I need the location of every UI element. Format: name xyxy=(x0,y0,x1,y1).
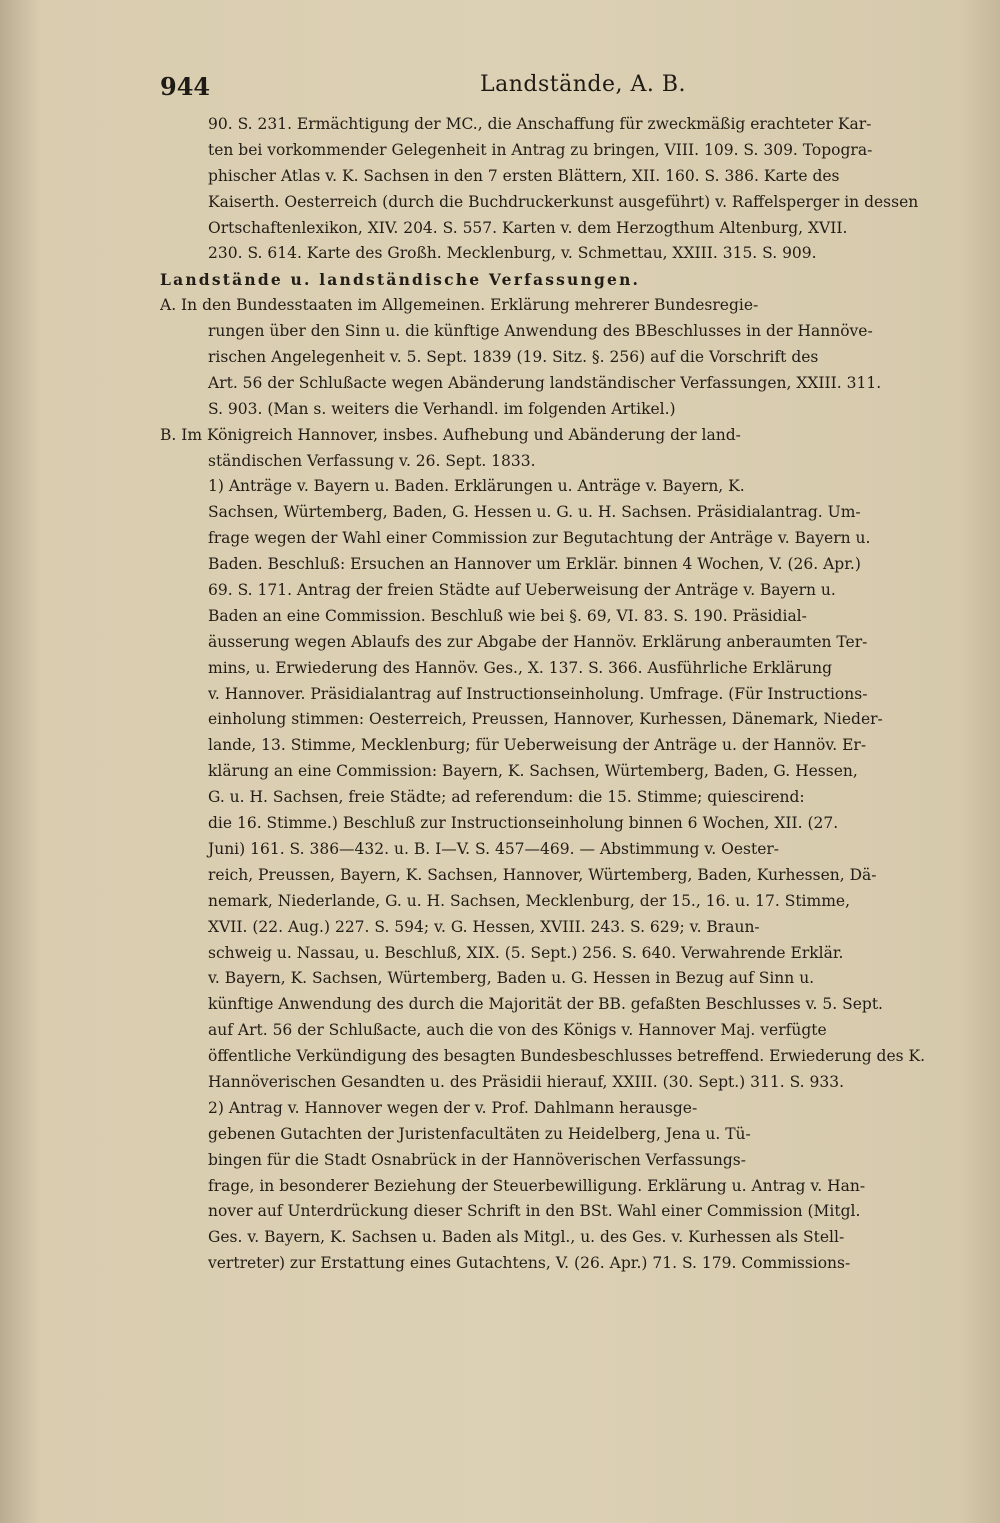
text-line: 2) Antrag v. Hannover wegen der v. Prof. Dahlmann herausge- xyxy=(208,1098,698,1117)
text-line: lande, 13. Stimme, Mecklenburg; für Ueberweisung der Anträge u. der Hannöv. Er- xyxy=(208,736,867,755)
text-line: Hannöverischen Gesandten u. des Präsidii hierauf, XXIII. (30. Sept.) 311. S. 933. xyxy=(208,1072,844,1091)
text-line: rischen Angelegenheit v. 5. Sept. 1839 (19. Sitz. §. 256) auf die Vorschrift des xyxy=(208,348,819,367)
text-line: mins, u. Erwiederung des Hannöv. Ges., X. 137. S. 366. Ausführliche Erklärung xyxy=(208,658,833,677)
body-text xyxy=(160,112,940,1277)
text-line: 230. S. 614. Karte des Großh. Mecklenburg, v. Schmettau, XXIII. 315. S. 909. xyxy=(208,244,817,263)
text-line: äusserung wegen Ablaufs des zur Abgabe der Hannöv. Erklärung anberaumten Ter- xyxy=(208,632,868,651)
section-heading: Landstände u. landständische Verfassungen. xyxy=(160,270,641,290)
text-line: G. u. H. Sachsen, freie Städte; ad referendum: die 15. Stimme; quiescirend: xyxy=(208,788,805,807)
text-line: schweig u. Nassau, u. Beschluß, XIX. (5. Sept.) 256. S. 640. Verwahrende Erklär. xyxy=(208,943,844,962)
text-line: 1) Anträge v. Bayern u. Baden. Erklärungen u. Anträge v. Bayern, K. xyxy=(208,477,745,496)
text-line: Kaiserth. Oesterreich (durch die Buchdruckerkunst ausgeführt) v. Raffelsperger in dessen xyxy=(208,192,919,211)
text-line: Art. 56 der Schlußacte wegen Abänderung landständischer Verfassungen, XXIII. 311. xyxy=(208,373,882,392)
text-line: frage wegen der Wahl einer Commission zur Begutachtung der Anträge v. Bayern u. xyxy=(208,529,871,548)
text-line: ten bei vorkommender Gelegenheit in Antrag zu bringen, VIII. 109. S. 309. Topogra- xyxy=(208,140,873,159)
text-line: Sachsen, Würtemberg, Baden, G. Hessen u. G. u. H. Sachsen. Präsidialantrag. Um- xyxy=(208,503,861,522)
text-line: ständischen Verfassung v. 26. Sept. 1833. xyxy=(208,451,536,470)
text-line: S. 903. (Man s. weiters die Verhandl. im folgenden Artikel.) xyxy=(208,399,676,418)
text-line: nemark, Niederlande, G. u. H. Sachsen, Mecklenburg, der 15., 16. u. 17. Stimme, xyxy=(208,891,851,910)
text-line: Ortschaftenlexikon, XIV. 204. S. 557. Karten v. dem Herzogthum Altenburg, XVII. xyxy=(208,218,848,237)
text-line: Baden an eine Commission. Beschluß wie bei §. 69, VI. 83. S. 190. Präsidial- xyxy=(208,606,807,625)
text-line: rungen über den Sinn u. die künftige Anwendung des BBeschlusses in der Hannöve- xyxy=(208,322,873,341)
text-line: Ges. v. Bayern, K. Sachsen u. Baden als Mitgl., u. des Ges. v. Kurhessen als Stell- xyxy=(208,1228,845,1247)
text-line: bingen für die Stadt Osnabrück in der Hannöverischen Verfassungs- xyxy=(208,1150,746,1169)
page-number: 944 xyxy=(160,72,211,101)
text-line: die 16. Stimme.) Beschluß zur Instructionseinholung binnen 6 Wochen, XII. (27. xyxy=(208,814,839,833)
text-line: nover auf Unterdrückung dieser Schrift in den BSt. Wahl einer Commission (Mitgl. xyxy=(208,1202,861,1221)
text-line: künftige Anwendung des durch die Majorität der BB. gefaßten Beschlusses v. 5. Sept. xyxy=(208,995,883,1014)
text-line: phischer Atlas v. K. Sachsen in den 7 ersten Blättern, XII. 160. S. 386. Karte des xyxy=(208,166,840,185)
text-line: reich, Preussen, Bayern, K. Sachsen, Hannover, Würtemberg, Baden, Kurhessen, Dä- xyxy=(208,865,877,884)
page-header xyxy=(160,72,920,102)
text-line: 69. S. 171. Antrag der freien Städte auf Ueberweisung der Anträge v. Bayern u. xyxy=(208,581,836,600)
text-line: v. Bayern, K. Sachsen, Würtemberg, Baden u. G. Hessen in Bezug auf Sinn u. xyxy=(208,969,815,988)
text-line: gebenen Gutachten der Juristenfacultäten zu Heidelberg, Jena u. Tü- xyxy=(208,1124,751,1143)
text-line: XVII. (22. Aug.) 227. S. 594; v. G. Hessen, XVIII. 243. S. 629; v. Braun- xyxy=(208,917,760,936)
running-head: Landstände, A. B. xyxy=(480,72,687,97)
text-line: frage, in besonderer Beziehung der Steuerbewilligung. Erklärung u. Antrag v. Han- xyxy=(208,1176,866,1195)
text-line: öffentliche Verkündigung des besagten Bundesbeschlusses betreffend. Erwiederung des K. xyxy=(208,1047,926,1066)
text-line: Baden. Beschluß: Ersuchen an Hannover um Erklär. binnen 4 Wochen, V. (26. Apr.) xyxy=(208,555,861,574)
text-line: auf Art. 56 der Schlußacte, auch die von des Königs v. Hannover Maj. verfügte xyxy=(208,1021,827,1040)
text-line: klärung an eine Commission: Bayern, K. Sachsen, Würtemberg, Baden, G. Hessen, xyxy=(208,762,858,781)
text-line: Juni) 161. S. 386—432. u. B. I—V. S. 457—469. — Abstimmung v. Oester- xyxy=(208,839,780,858)
text-line: A. In den Bundesstaaten im Allgemeinen. Erklärung mehrerer Bundesregie- xyxy=(160,296,759,315)
text-line: einholung stimmen: Oesterreich, Preussen, Hannover, Kurhessen, Dänemark, Nieder- xyxy=(208,710,883,729)
text-line: B. Im Königreich Hannover, insbes. Aufhebung und Abänderung der land- xyxy=(160,425,741,444)
text-line: 90. S. 231. Ermächtigung der MC., die Anschaffung für zweckmäßig erachteter Kar- xyxy=(208,115,872,133)
text-line: vertreter) zur Erstattung eines Gutachtens, V. (26. Apr.) 71. S. 179. Commissions- xyxy=(208,1254,851,1273)
text-line: v. Hannover. Präsidialantrag auf Instructionseinholung. Umfrage. (Für Instructions- xyxy=(208,684,868,703)
